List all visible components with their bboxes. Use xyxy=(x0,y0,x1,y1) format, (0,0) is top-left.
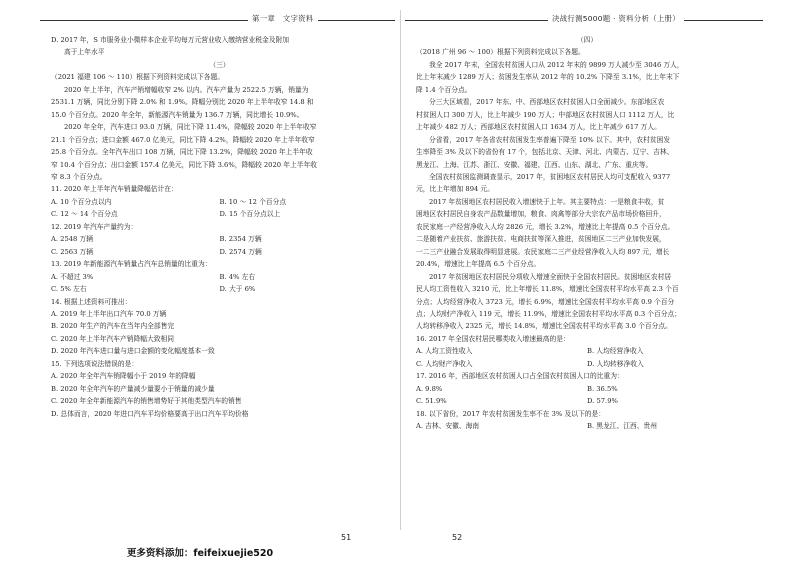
question-12 xyxy=(51,221,388,258)
question-16 xyxy=(416,333,758,370)
option-a: A. 吉林、安徽、海南 xyxy=(416,422,480,431)
question-13 xyxy=(51,258,388,295)
option-c: C. 人均财产净收入 xyxy=(416,359,473,368)
question-stem: 12. 2019 年汽车产量约为： xyxy=(51,222,138,231)
question-17 xyxy=(416,370,758,407)
question-stem: 14. 根据上述资料可推出： xyxy=(51,297,132,306)
source-line: （2018 广州 96 ～ 100）根据下列资料完成以下各题。 xyxy=(416,48,585,57)
option-b: B. 2020 年生产的汽车在当年内全部售完 xyxy=(51,322,175,331)
text-line: 降 1.4 个百分点。 xyxy=(416,85,472,94)
option-d: D. 2020 年汽车进口量与进口金额的变化幅度基本一致 xyxy=(51,347,215,356)
option-a: A. 2020 年全年汽车销降幅小于 2019 年的降幅 xyxy=(51,372,196,381)
text-line: 人均转移净收入 2325 元，增长 14.8%，增速比全国农村平均水平高 3.0 个百分点。 xyxy=(416,322,672,331)
text-line: 点；人均财产净收入 119 元，增长 11.9%，增速比全国农村平均水平高 0.3 个百分点； xyxy=(416,309,682,318)
left-page xyxy=(51,34,388,420)
paragraph-6 xyxy=(416,271,758,333)
text-line: 25.8 个百分点。全年汽车出口 108 万辆，同比下降 13.2%，降幅较 2020 年上半年收 xyxy=(51,148,313,157)
option-b: B. 人均经营净收入 xyxy=(587,347,644,356)
paragraph-1 xyxy=(416,59,758,96)
question-stem: 17. 2016 年，西部地区农村贫困人口占全国农村贫困人口的比重为： xyxy=(416,372,624,381)
option-a: A. 2548 万辆 xyxy=(51,235,93,244)
text-line: 农民家庭一产经营净收入人均 2826 元，增长 3.2%，增速比上年提高 0.5 个百分点。 xyxy=(416,222,675,231)
paragraph-3 xyxy=(416,134,758,171)
question-15 xyxy=(51,358,388,420)
text-line: 窄 8.3 个百分点。 xyxy=(51,172,107,181)
right-page xyxy=(416,34,758,433)
book-spine xyxy=(400,10,401,530)
paragraph-1 xyxy=(51,84,388,121)
option-c: C. 51.9% xyxy=(416,397,447,406)
option-b: B. 黑龙江、江西、贵州 xyxy=(587,422,658,431)
text-line: 2020 年上半年，汽车产销增幅收窄 2% 以内。汽车产量为 2522.5 万辆，销量为 xyxy=(64,85,309,94)
question-stem: 11. 2020 年上半年汽车销量降幅估计在： xyxy=(51,185,178,194)
option-c: C. 2020 年全年新能源汽车的销售增势好于其他类型汽车的销售 xyxy=(51,397,242,406)
header-rule-left xyxy=(40,20,395,21)
question-14 xyxy=(51,296,388,358)
text-line: 2531.1 万辆，同比分别下降 2.0% 和 1.9%。降幅分别比 2020 年上半年收窄 14.8 和 xyxy=(51,98,314,107)
text-line: 20.4%，增速比上年提高 6.5 个百分点。 xyxy=(416,260,541,269)
option-c: C. 12 ～ 14 个百分点 xyxy=(51,210,118,219)
text-line: 分省看，2017 年各省农村贫困发生率普遍下降至 10% 以下。其中，农村贫困发 xyxy=(429,135,671,144)
text-line: 民人均工资性收入 3210 元，比上年增长 11.8%，增速比全国农村平均水平高 2.3 个百 xyxy=(416,285,679,294)
option-a: A. 人均工资性收入 xyxy=(416,347,473,356)
text-line: 分点；人均经营净收入 3723 元，增长 6.9%，增速比全国农村平均水平高 0.9 个百分 xyxy=(416,297,675,306)
header-right-title: 决战行测5000题 · 资料分析（上册） xyxy=(548,13,684,24)
intro-line: D. 2017 年，S 市服务业小微样本企业平均每万元营业收入缴纳营业税金及附加 xyxy=(51,36,290,44)
option-a: A. 10 个百分点以内 xyxy=(51,197,112,206)
question-stem: 13. 2019 年新能源汽车销量占汽车总销量的比重为： xyxy=(51,260,212,269)
option-b: B. 2020 年全年汽车的产量减少量要小于销量的减少量 xyxy=(51,384,215,393)
text-line: 2017 年贫困地区农村居民收入增速快于上年。其主要特点：一是粮食丰收，贫 xyxy=(429,197,665,206)
option-d: D. 15 个百分点以上 xyxy=(219,210,281,219)
text-line: 15.0 个百分点。2020 年全年，新能源汽车销量为 136.7 万辆，同比增长 10.9%。 xyxy=(51,110,304,119)
text-line: 分三大区域看，2017 年东、中、西部地区农村贫困人口全面减少。东部地区农 xyxy=(429,98,665,107)
text-line: 2017 年贫困地区农村居民分项收入增速全面快于全国农村居民。贫困地区农村居 xyxy=(429,272,672,281)
option-d: D. 总体而言，2020 年进口汽车平均价格要高于出口汽车平均价格 xyxy=(51,409,249,418)
paragraph-5 xyxy=(416,196,758,271)
option-d: D. 2574 万辆 xyxy=(219,247,262,256)
text-line: 困地区农村居民自身农产品数量增加，粮食、肉禽等部分大宗农产品市场价格回升， xyxy=(416,210,666,219)
section-title: （四） xyxy=(576,36,598,44)
question-stem: 18. 以下省份，2017 年农村贫困发生率不在 3% 及以下的是： xyxy=(416,409,605,418)
question-18 xyxy=(416,408,758,433)
option-a: A. 9.8% xyxy=(416,384,443,393)
option-d: D. 57.9% xyxy=(587,397,618,406)
page-number-right: 52 xyxy=(452,533,463,542)
option-c: C. 2563 万辆 xyxy=(51,247,94,256)
text-line: 元，比上年增加 894 元。 xyxy=(416,185,494,194)
option-a: A. 不超过 3% xyxy=(51,272,94,281)
option-a: A. 2019 年上半年出口汽车 70.0 万辆 xyxy=(51,309,167,318)
question-stem: 16. 2017 年全国农村居民哪类收入增速最高的是： xyxy=(416,334,570,343)
option-c: C. 5% 左右 xyxy=(51,285,87,294)
source-line: （2021 福建 106 ～ 110）根据下列资料完成以下各题。 xyxy=(51,73,225,82)
paragraph-2 xyxy=(416,96,758,133)
option-c: C. 2020 年上半年汽车产销降幅大致相同 xyxy=(51,334,175,343)
text-line: 二是随着产业扶贫、旅游扶贫、电商扶贫等深入推进，贫困地区二三产业加快发展， xyxy=(416,235,666,244)
option-b: B. 4% 左右 xyxy=(219,272,256,281)
text-line: 21.1 个百分点；进口金额 467.0 亿美元，同比下降 4.2%，降幅较 2020 年上半年收窄 xyxy=(51,135,315,144)
paragraph-4 xyxy=(416,171,758,196)
intro-line: 高于上年水平 xyxy=(64,48,105,57)
option-b: B. 10 ～ 12 个百分点 xyxy=(219,197,287,206)
section-title: （三） xyxy=(209,60,230,69)
text-line: 生率降至 3% 及以下的省份有 17 个，包括北京、天津、河北、内蒙古、辽宁、吉林、 xyxy=(416,148,674,157)
text-line: 全国农村贫困监测调查显示，2017 年，贫困地区农村居民人均可支配收入 9377 xyxy=(429,172,671,181)
text-line: 一二三产业融合发展取得明显进展。农民家庭二三产业经营净收入人均 897 元，增长 xyxy=(416,247,670,256)
option-b: B. 2354 万辆 xyxy=(219,235,262,244)
option-b: B. 36.5% xyxy=(587,384,618,393)
page-number-left: 51 xyxy=(341,533,352,542)
text-line: 比上年末减少 1289 万人；贫困发生率从 2012 年的 10.2% 下降至 3.1%，比上年末下 xyxy=(416,73,680,82)
header-left-title: 第一章 文字资料 xyxy=(248,13,318,24)
paragraph-2 xyxy=(51,121,388,183)
text-line: 黑龙江、上海、江苏、浙江、安徽、福建、江西、山东、湖北、广东、重庆等。 xyxy=(416,160,653,169)
text-line: 我全 2017 年末，全国农村贫困人口从 2012 年末的 9899 万人减少至 3046 万人， xyxy=(429,60,684,69)
text-line: 上年减少 482 万人；西部地区农村贫困人口 1634 万人，比上年减少 617 万人。 xyxy=(416,123,661,132)
text-line: 村贫困人口 300 万人，比上年减少 190 万人；中部地区农村贫困人口 1112 万人，比 xyxy=(416,110,675,119)
text-line: 窄 10.4 个百分点；出口金额 157.4 亿美元，同比下降 3.6%，降幅较 2020 年上半年收 xyxy=(51,160,317,169)
option-d: D. 人均转移净收入 xyxy=(587,359,644,368)
footer-contact: 更多资料添加：feifeixuejie520 xyxy=(126,548,274,559)
question-11 xyxy=(51,183,388,220)
text-line: 2020 年全年，汽车进口 93.0 万辆，同比下降 11.4%，降幅较 2020 年上半年收窄 xyxy=(64,123,317,132)
option-d: D. 大于 6% xyxy=(219,285,256,294)
question-stem: 15. 下列选项说法错误的是： xyxy=(51,359,139,368)
